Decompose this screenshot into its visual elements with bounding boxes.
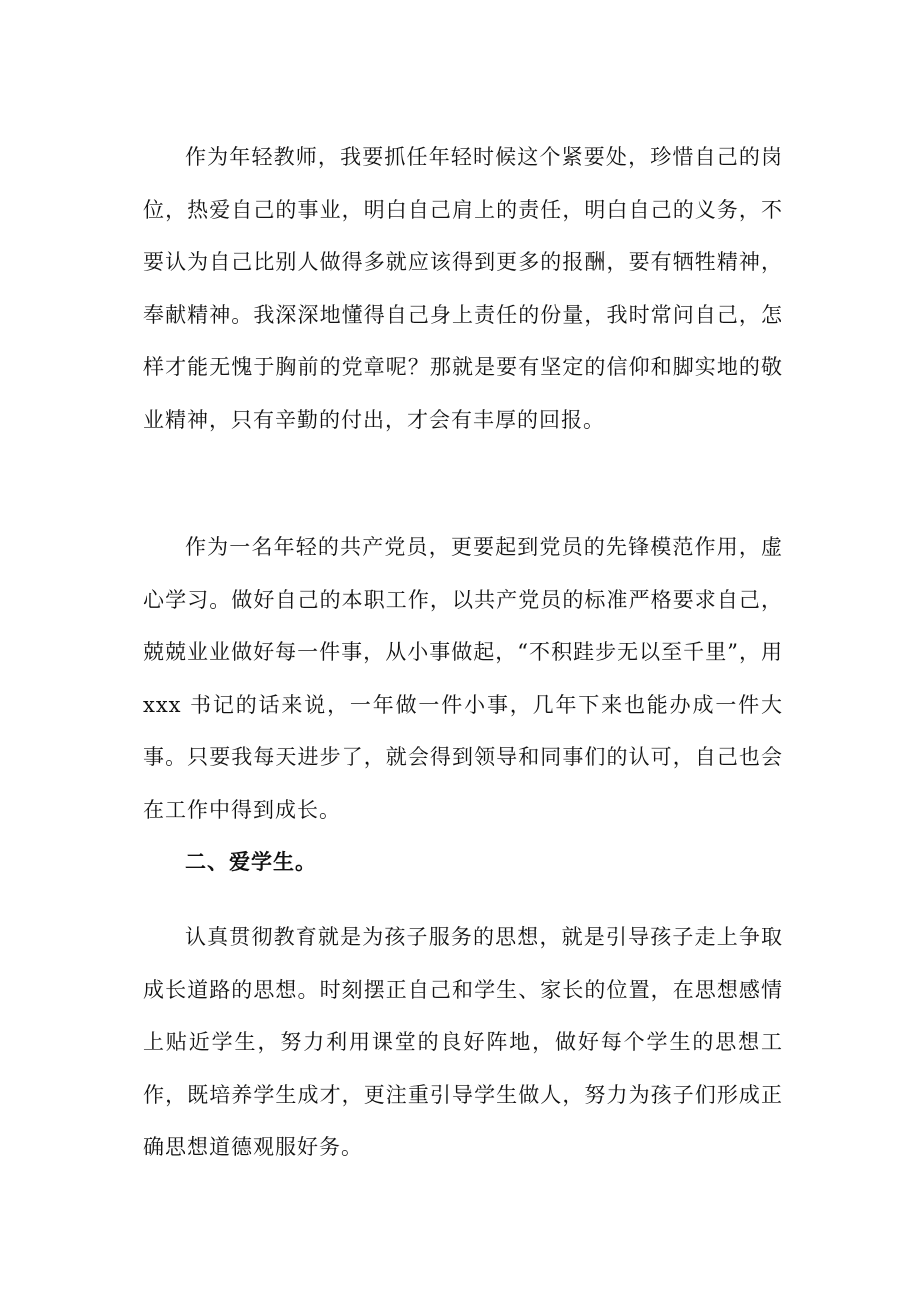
paragraph-party-member: 作为一名年轻的共产党员，更要起到党员的先锋模范作用，虚心学习。做好自己的本职工作，以共产党员的标准严格要求自己，兢兢业业做好每一件事，从小事做起，“不积跬步无以至千里”，用 xxx 书记的话来说，一年做一件小事，几年下来也能办成一件大事。只要我每天进步了，就会得到领导和同事们的认可，自己也会在工作中得到成长。 <box>143 535 783 822</box>
section-heading-love-students: 二、爱学生。 <box>185 850 317 874</box>
paragraph-education-service: 认真贯彻教育就是为孩子服务的思想，就是引导孩子走上争取成长道路的思想。时刻摆正自己和学生、家长的位置，在思想感情上贴近学生，努力利用课堂的良好阵地，做好每个学生的思想工作，既培养学生成才，更注重引导学生做人，努力为孩子们形成正确思想道德观服好务。 <box>143 925 783 1159</box>
paragraph-young-teacher: 作为年轻教师，我要抓任年轻时候这个紧要处，珍惜自己的岗位，热爱自己的事业，明白自己肩上的责任，明白自己的义务，不要认为自己比别人做得多就应该得到更多的报酬，要有牺牲精神，奉献精神。我深深地懂得自己身上责任的份量，我时常问自己，怎样才能无愧于胸前的党章呢？那就是要有坚定的信仰和脚实地的敬业精神，只有辛勤的付出，才会有丰厚的回报。 <box>143 145 783 432</box>
